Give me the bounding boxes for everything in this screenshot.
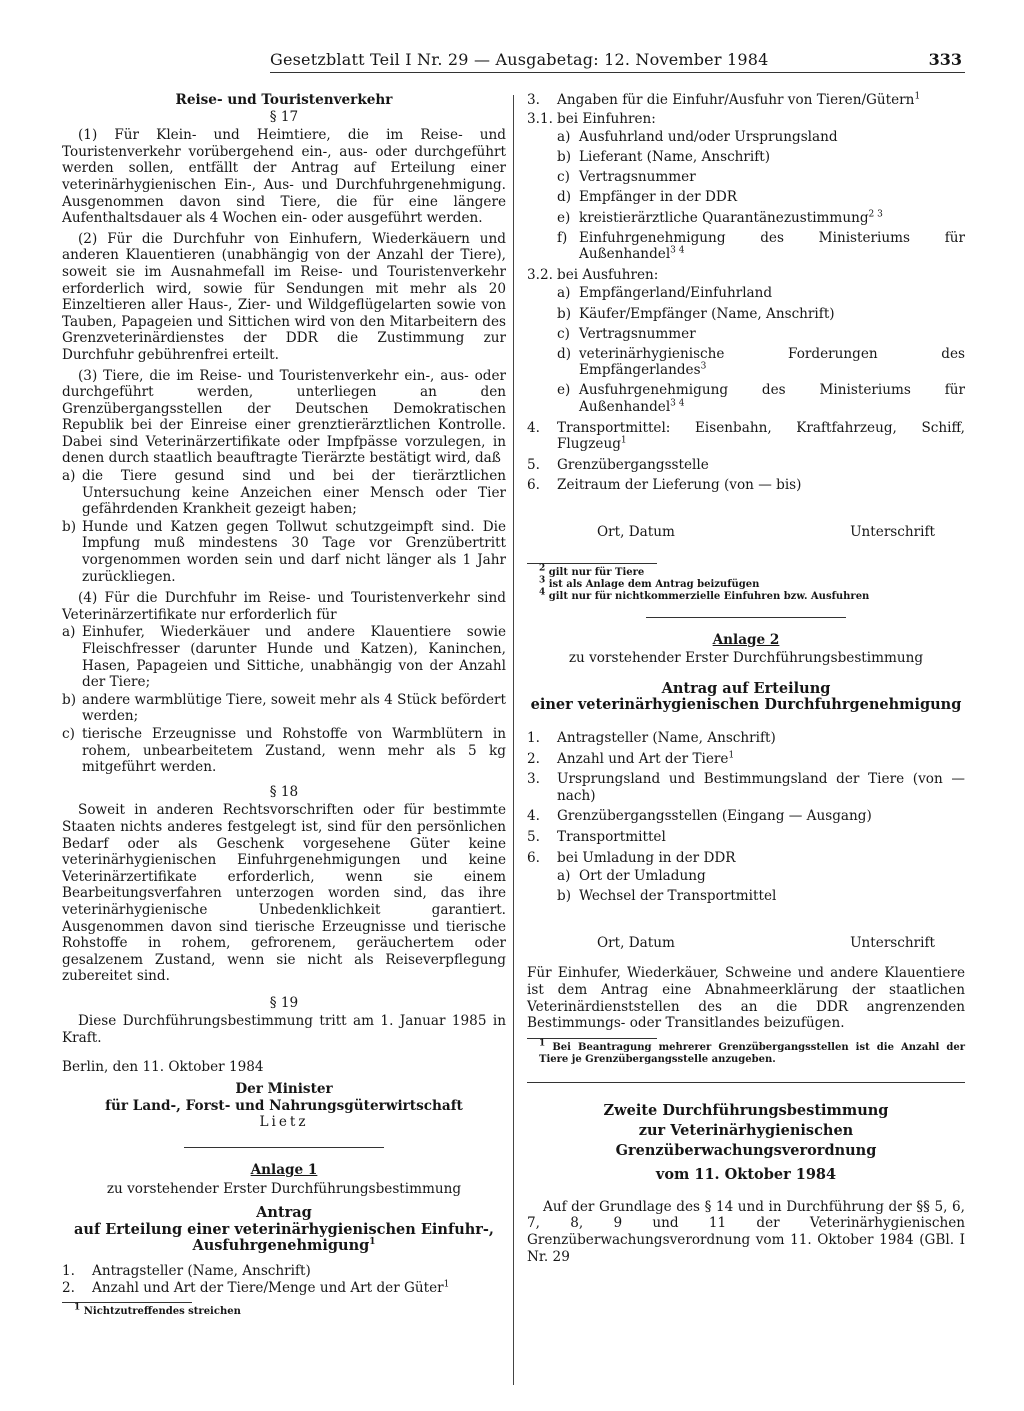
p17-para-4: (4) Für die Durchfuhr im Reise- und Touristenverkehr sind Veterinärzertifikate nur erforderlich für [62, 590, 506, 623]
list-item: 3. Ursprungsland und Bestimmungsland der Tiere (von — nach) [527, 771, 965, 804]
p17-list-3 [62, 468, 506, 585]
list-item: c) Vertragsnummer [557, 325, 696, 342]
anlage-2-note: Für Einhufer, Wiederkäuer, Schweine und andere Klauentiere ist dem Antrag eine Abnahmeerklärung der staatlichen Veterinärdienststellen des an die DDR angrenzenden Bestimmungs- oder Transitlandes beizufügen. [527, 965, 965, 1032]
footnote-rule [527, 1038, 657, 1039]
anlage-2-subheading: zu vorstehender Erster Durchführungsbestimmung [568, 650, 924, 667]
list-item: d) veterinärhygienische Forderungen des Empfängerlandes$^3$ [557, 345, 965, 379]
anlage-2-heading: Anlage 2 [712, 631, 780, 648]
left-column [62, 92, 506, 1318]
p17-list-4 [62, 624, 506, 775]
anlage-1-tail-items [527, 420, 965, 494]
sig-signature: Unterschrift [850, 934, 935, 951]
page-number: 333 [928, 50, 962, 69]
p17-para-3: (3) Tiere, die im Reise- und Touristenverkehr ein-, aus- oder durchgeführt werden, unterliegen an den Grenzübergangsstellen der Deutschen Demokratischen Republik bei der Einreise einer grenztierärztlichen Kontrolle. Dabei sind Veterinärzertifikate oder Impfpässe vorzulegen, in denen durch staatlich beauftragte Tierärzte bestätigt wird, daß [62, 367, 506, 467]
imports-sublist [527, 129, 965, 263]
sig-place-date: Ort, Datum [597, 934, 675, 951]
anlage-1-subheading: zu vorstehender Erster Durchführungsbestimmung [106, 1180, 462, 1197]
zweite-title-3: Grenzüberwachungsverordnung [615, 1141, 877, 1159]
right-column [527, 92, 965, 1269]
footnote: $^4$ gilt nur für nichtkommerzielle Einfuhren bzw. Ausfuhren [539, 587, 870, 602]
header-title: Gesetzblatt Teil I Nr. 29 — Ausgabetag: 12. November 1984 [270, 50, 769, 69]
list-item: b) andere warmblütige Tiere, soweit mehr als 4 Stück befördert werden; [62, 691, 506, 725]
list-item: 4. Grenzübergangsstellen (Eingang — Ausgang) [527, 808, 872, 825]
transshipment-sublist [527, 868, 965, 905]
list-item: a) die Tiere gesund sind und bei der tierärztlichen Untersuchung keine Anzeichen einer Mensch oder Tier gefährdenden Krankheit gezeigt haben; [62, 468, 506, 518]
minister-name: Lietz [259, 1114, 309, 1131]
page-header [270, 50, 970, 74]
section-heading: Reise- und Touristenverkehr [175, 92, 393, 108]
anlage-1-title-1: Antrag [256, 1204, 312, 1222]
p17-para-1: (1) Für Klein- und Heimtiere, die im Reise- und Touristenverkehr vorübergehend ein-, aus- oder durchgeführt werden sollen, entfällt der Antrag auf Erteilung einer veterinärhygienischen Ein-, Aus- und Durchfuhrgenehmigung. Ausgenommen davon sind Tiere, die für eine längere Aufenthaltsdauer als 4 Wochen ein- oder ausgeführt werden. [62, 127, 506, 227]
paragraph-19-number: § 19 [269, 994, 299, 1011]
footnote-rule [527, 563, 657, 564]
anlage-1-item-3: 3. Angaben für die Einfuhr/Ausfuhr von Tieren/Gütern$^1$ [527, 91, 921, 108]
list-item: a) Ausfuhrland und/oder Ursprungsland [557, 129, 838, 146]
zweite-title-4: vom 11. Oktober 1984 [655, 1165, 837, 1183]
list-item: 2. Anzahl und Art der Tiere/Menge und Art der Güter$^1$ [62, 1279, 450, 1296]
section-rule [184, 1147, 384, 1148]
footnote: $^3$ ist als Anlage dem Antrag beizufügen [539, 575, 760, 590]
anlage-1-items [62, 1263, 506, 1296]
list-item: b) Lieferant (Name, Anschrift) [557, 149, 771, 166]
list-item: d) Empfänger in der DDR [557, 189, 737, 206]
list-item: a) Ort der Umladung [557, 868, 706, 885]
anlage-2-title-2: einer veterinärhygienischen Durchfuhrgenehmigung [530, 696, 962, 714]
footnote: $^1$ Nichtzutreffendes streichen [74, 1302, 241, 1318]
p19-text: Diese Durchführungsbestimmung tritt am 1. Januar 1985 in Kraft. [62, 1013, 506, 1047]
minister-line-2: für Land-, Forst- und Nahrungsgüterwirtschaft [105, 1097, 463, 1114]
anlage-1-item-3-1: 3.1. bei Einfuhren: [527, 110, 656, 127]
sig-signature: Unterschrift [850, 523, 935, 540]
list-item: b) Wechsel der Transportmittel [557, 888, 777, 905]
minister-line-1: Der Minister [235, 1081, 333, 1098]
list-item: 4. Transportmittel: Eisenbahn, Kraftfahrzeug, Schiff, Flugzeug$^1$ [527, 419, 965, 453]
list-item: b) Käufer/Empfänger (Name, Anschrift) [557, 305, 835, 322]
list-item: 1. Antragsteller (Name, Anschrift) [62, 1263, 311, 1279]
list-item: 6. bei Umladung in der DDR [527, 849, 736, 866]
footnote: $^1$ Bei Beantragung mehrerer Grenzübergangsstellen ist die Anzahl der Tiere je Grenzübergangsstelle anzugeben. [539, 1038, 965, 1065]
exports-sublist [527, 285, 965, 415]
sig-place-date: Ort, Datum [597, 523, 675, 540]
list-item: a) Einhufer, Wiederkäuer und andere Klauentiere sowie Fleischfresser (darunter Hunde und Katzen), Kaninchen, Hasen, Papageien und Sittiche, unabhängig von der Anzahl der Tiere; [62, 624, 506, 691]
anlage-1-item-3-2: 3.2. bei Ausfuhren: [527, 266, 659, 283]
section-rule [527, 1082, 965, 1083]
list-item: b) Hunde und Katzen gegen Tollwut schutzgeimpft sind. Die Impfung muß mindestens 30 Tage vor Grenzübertritt vorgenommen worden sein und darf nicht länger als 1 Jahr zurückliegen. [62, 518, 506, 585]
p18-text: Soweit in anderen Rechtsvorschriften oder für bestimmte Staaten nichts anderes festgelegt ist, sind für den persönlichen Bedarf oder als Geschenk vorgesehene Güter keine veterinärhygienischen Einfuhrgenehmigungen und keine Veterinärzertifikate erforderlich, wenn sie einem Bearbeitungsverfahren unterzogen worden sind, das ihre veterinärhygienische Unbedenklichkeit garantiert. Ausgenommen davon sind tierische Erzeugnisse und tierische Rohstoffe in rohem, gefrorenem, geräuchertem oder gesalzenem Zustand, wenn sie nicht als Reiseverpflegung zubereitet sind. [62, 802, 506, 985]
zweite-title-2: zur Veterinärhygienischen [638, 1121, 854, 1139]
header-rule [270, 72, 965, 73]
list-item: a) Empfängerland/Einfuhrland [557, 285, 773, 302]
list-item: 5. Grenzübergangsstelle [527, 456, 709, 473]
footnote-rule [62, 1302, 192, 1303]
list-item: c) Vertragsnummer [557, 169, 696, 186]
signature-row [527, 524, 965, 541]
place-date: Berlin, den 11. Oktober 1984 [62, 1058, 264, 1075]
list-item: c) tierische Erzeugnisse und Rohstoffe von Warmblütern in rohem, unbearbeitetem Zustand, wenn mehr als 5 kg mitgeführt werden. [62, 725, 506, 776]
zweite-title-1: Zweite Durchführungsbestimmung [603, 1101, 889, 1119]
footnote: $^2$ gilt nur für Tiere [539, 563, 645, 578]
list-item: 2. Anzahl und Art der Tiere$^1$ [527, 750, 735, 767]
signature-row [527, 935, 965, 952]
list-item: e) kreistierärztliche Quarantänezustimmung$^{2 3}$ [557, 209, 883, 226]
list-item: e) Ausfuhrgenehmigung des Ministeriums für Außenhandel$^{3 4}$ [557, 382, 965, 415]
section-rule [646, 617, 846, 618]
footnotes [527, 563, 965, 603]
anlage-2-items [527, 730, 965, 866]
paragraph-18-number: § 18 [269, 783, 299, 800]
zweite-text: Auf der Grundlage des § 14 und in Durchführung der §§ 5, 6, 7, 8, 9 und 11 der Veterinärhygienischen Grenzüberwachungsverordnung vom 11. Oktober 1984 (GBl. I Nr. 29 [527, 1198, 965, 1265]
list-item: 5. Transportmittel [527, 828, 666, 845]
anlage-2-title-1: Antrag auf Erteilung [661, 679, 831, 697]
anlage-1-heading: Anlage 1 [250, 1162, 318, 1179]
p17-para-2: (2) Für die Durchfuhr von Einhufern, Wiederkäuern und anderen Klauentieren (unabhängig von der Anzahl der Tiere), soweit sie im Ausnahmefall im Reise- und Touristenverkehr erforderlich wird, sowie für Sendungen mit mehr als 20 Einzeltieren aller Haus-, Zier- und Wildgeflügelarten sowie von Tauben, Papageien und Sittichen wird von den Mitarbeitern des Grenzveterinärdienstes der DDR die Zustimmung zur Durchfuhr gebührenfrei erteilt. [62, 230, 506, 363]
list-item: f) Einfuhrgenehmigung des Ministeriums für Außenhandel$^{3 4}$ [557, 229, 965, 263]
anlage-1-title-2: auf Erteilung einer veterinärhygienischen Einfuhr-, [74, 1220, 494, 1238]
list-item: 6. Zeitraum der Lieferung (von — bis) [527, 477, 802, 494]
anlage-1-title-3: Ausfuhrgenehmigung$^1$ [192, 1237, 376, 1255]
list-item: 1. Antragsteller (Name, Anschrift) [527, 729, 776, 746]
paragraph-17-number: § 17 [269, 108, 299, 125]
column-divider [513, 95, 514, 1385]
